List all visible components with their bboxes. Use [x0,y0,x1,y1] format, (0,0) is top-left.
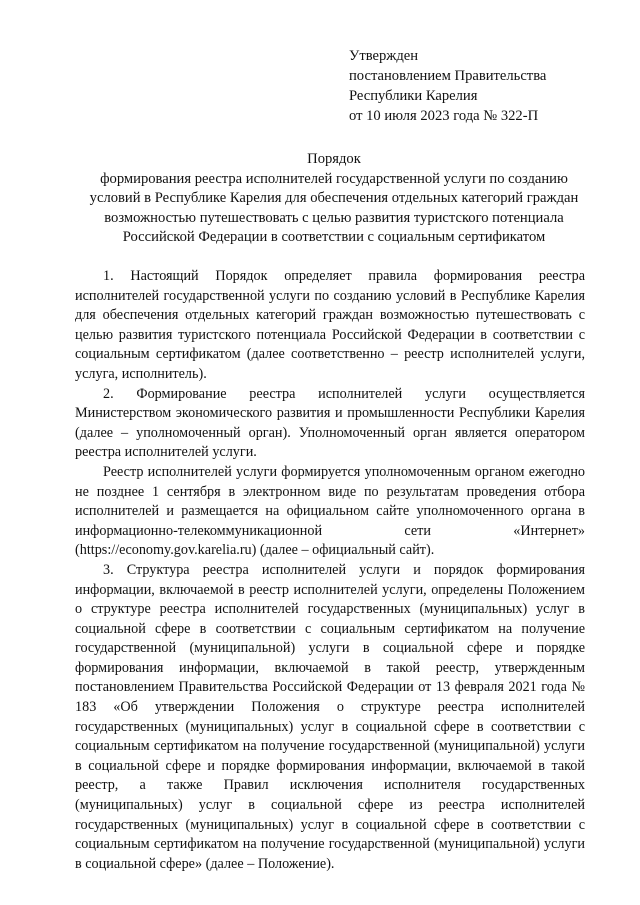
approval-line-approved: Утвержден [349,48,419,64]
document-body [75,267,585,874]
paragraph-3: 3. Структура реестра исполнителей услуги и порядок формирования информации, включаемой в реестр исполнителей услуги, определены Положением о структуре реестра исполнителей государственных (муниципальных) услуг в социальной сфере в соответствии с социальным сертификатом на получение государственной (муниципальной) услуги в социальной сфере и порядке формирования информации, включаемой в такой реестр, утвержденным постановлением Правительства Российской Федерации от 13 февраля 2021 года № 183 «Об утверждении Положения о структуре реестра исполнителей государственных (муниципальных) услуг в социальной сфере в соответствии с социальным сертификатом на получение государственной (муниципальной) услуги в социальной сфере и порядке формирования информации, включаемой в такой реестр, а также Правил исключения исполнителя государственных (муниципальных) услуг в социальной сфере из реестра исполнителей государственных (муниципальных) услуг в социальной сфере в соответствии с социальным сертификатом на получение государственной (муниципальной) услуги в социальной сфере» (далее – Положение). [75,561,585,872]
paragraph-registry: Реестр исполнителей услуги формируется уполномоченным органом ежегодно не позднее 1 сентября в электронном виде по результатам проведения отбора исполнителей и размещается на официальном сайте уполномоченного органа в информационно-телекоммуникационной сети «Интернет» (https://economy.gov.karelia.ru) (далее – официальный сайт). [75,463,585,559]
title-heading: Порядок [307,151,361,167]
title-line: Российской Федерации в соответствии с социальным сертификатом [122,229,546,245]
paragraph-1: 1. Настоящий Порядок определяет правила формирования реестра исполнителей государственной услуги по созданию условий в Республике Карелия для обеспечения отдельных категорий граждан возможностью путешествовать с целью развития туристского потенциала Российской Федерации в соответствии с социальным сертификатом (далее соответственно – реестр исполнителей услуги, услуга, исполнитель). [75,268,585,382]
approval-line-date: от 10 июля 2023 года № 322-П [349,108,539,124]
title-line: возможностью путешествовать с целью развития туристского потенциала [104,209,564,226]
approval-line-republic: Республики Карелия [349,88,478,104]
document-title [74,150,594,248]
approval-line-resolution: постановлением Правительства [349,68,547,84]
title-line: условий в Республике Карелия для обеспечения отдельных категорий граждан [89,190,579,206]
approval-stamp [349,46,609,126]
title-line: формирования реестра исполнителей государственной услуги по созданию [100,170,568,187]
paragraph-2: 2. Формирование реестра исполнителей услуги осуществляется Министерством экономического развития и промышленности Республики Карелия (далее – уполномоченный орган). Уполномоченный орган является оператором реестра исполнителей услуги. [75,385,585,461]
